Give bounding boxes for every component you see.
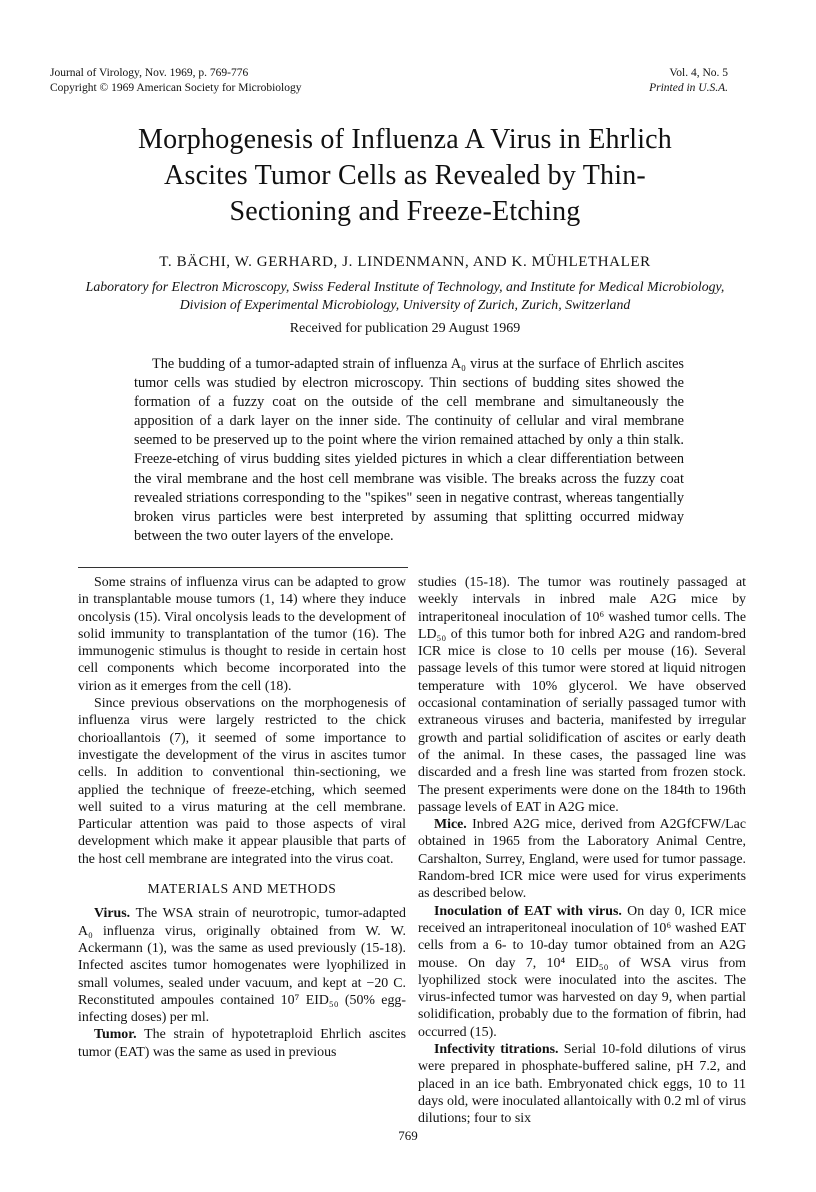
received-date: Received for publication 29 August 1969 bbox=[289, 321, 521, 336]
inoculation-run-in-heading: Inoculation of EAT with virus. bbox=[434, 903, 622, 919]
tumor-paragraph bbox=[78, 1026, 406, 1061]
page-number: 769 bbox=[398, 1128, 418, 1143]
copyright-notice: Copyright © 1969 American Society for Microbiology bbox=[50, 82, 302, 94]
right-column bbox=[418, 574, 746, 1128]
tumor-run-in-heading: Tumor. bbox=[94, 1027, 137, 1043]
printed-location: Printed in U.S.A. bbox=[649, 82, 728, 94]
virus-run-in-heading: Virus. bbox=[94, 906, 131, 922]
tumor-text: The strain of hypotetraploid Ehrlich ascites tumor (EAT) was the same as used in previous bbox=[78, 1027, 407, 1060]
intro-paragraph-1: Some strains of influenza virus can be adapted to grow in transplantable mouse tumors (1, 14) where they induce oncolysis (15). Viral oncolysis leads to the development of solid immunity to transplantation of the tumor (16). The immunogenic stimulus is thought to reside in certain host cell components which become incorporated into the virion as it emerges from the cell (18). bbox=[78, 575, 406, 694]
infectivity-paragraph bbox=[418, 1041, 746, 1127]
intro-paragraph-2: Since previous observations on the morphogenesis of influenza virus were largely restricted to the chick chorioallantois (7), it seemed of some importance to investigate the development of the virus in ascites tumor cells. In addition to conventional thin-sectioning, we applied the technique of freeze-etching, which seemed well suited to a virus maturing at the cell membrane. Particular attention was paid to those aspects of viral development which make it appear plausible that parts of the host cell membrane are integrated into the virus coat. bbox=[78, 696, 406, 867]
section-heading-methods: MATERIALS AND METHODS bbox=[147, 881, 337, 897]
journal-header-right bbox=[649, 66, 728, 96]
virus-paragraph bbox=[78, 905, 406, 1026]
mice-run-in-heading: Mice. bbox=[434, 817, 467, 833]
inoculation-text: On day 0, ICR mice received an intraperitoneal inoculation of 10⁶ washed EAT cells from a 6- to 10-day tumor obtained from an A2G mouse. On day 7, 10⁴ EID₅₀ of WSA virus from lyophilized stock were inoculated into the ascites. The virus-infected tumor was harvested on day 9, when partial solidification, probably due to the formation of fibrin, had occurred (15). bbox=[418, 903, 746, 1040]
title-line-3: Sectioning and Freeze-Etching bbox=[229, 196, 581, 227]
inoculation-paragraph bbox=[418, 903, 746, 1041]
virus-text: The WSA strain of neurotropic, tumor-adapted A₀ influenza virus, originally obtained from W. W. Ackermann (1), was the same as used previously (15-18). Infected ascites tumor homogenates were lyophilized in small volumes, sealed under vacuum, and kept at −20 C. Reconstituted ampoules contained 10⁷ EID₅₀ (50% egg-infecting doses) per ml. bbox=[78, 906, 406, 1026]
mice-text: Inbred A2G mice, derived from A2GfCFW/Lac obtained in 1965 from the Laboratory Animal Centre, Carshalton, Surrey, England, were used for tumor passage. Random-bred ICR mice were used for virus experiments as described below. bbox=[418, 817, 746, 902]
mice-paragraph bbox=[418, 816, 746, 902]
title-line-2: Ascites Tumor Cells as Revealed by Thin- bbox=[164, 160, 646, 191]
section-divider bbox=[78, 567, 408, 568]
title-line-1: Morphogenesis of Influenza A Virus in Ehrlich bbox=[137, 124, 673, 155]
journal-citation: Journal of Virology, Nov. 1969, p. 769-776 bbox=[50, 67, 249, 79]
left-column bbox=[78, 574, 406, 1061]
author-list: T. BÄCHI, W. GERHARD, J. LINDENMANN, AND K. MÜHLETHALER bbox=[159, 254, 651, 270]
abstract: The budding of a tumor-adapted strain of influenza A₀ virus at the surface of Ehrlich ascites tumor cells was studied by electron microscopy. Thin sections of budding sites showed the formation of a fuzzy coat on the outside of the cell membrane and simultaneously the apposition of a dark layer on the inner side. The continuity of cellular and viral membrane seemed to be preserved up to the point where the virion remained attached by only a thin stalk. Freeze-etching of virus budding sites yielded pictures in which a clear differentiation between the viral membrane and the host cell membrane was visible. The breaks across the fuzzy coat revealed striations corresponding to the "spikes" seen in negative contrast, whereas tangentially broken virus particles were best interpreted by assuming that splitting occurred midway between the two outer layers of the envelope. bbox=[134, 356, 684, 544]
journal-header-left bbox=[50, 66, 301, 96]
tumor-continued-paragraph: studies (15-18). The tumor was routinely passaged at weekly intervals in inbred male A2G mice by intraperitoneal inoculation of 10⁶ washed tumor cells. The LD₅₀ of this tumor both for inbred A2G and random-bred ICR mice is close to 10 cells per mouse (16). Several passage levels of this tumor were stored at liquid nitrogen temperature with 10% glycerol. We have observed occasional contamination of serially passaged tumor with extraneous viruses and bacteria, manifested by irregular growth and partial solidification of ascites or early death of the animal. In these cases, the passaged line was discarded and a fresh line was started from frozen stock. The present experiments were done on the 184th to 196th passage levels of EAT in A2G mice. bbox=[418, 575, 746, 815]
article-title bbox=[60, 122, 750, 230]
infectivity-run-in-heading: Infectivity titrations. bbox=[434, 1042, 559, 1058]
affiliation-line-2: Division of Experimental Microbiology, University of Zurich, Zurich, Switzerland bbox=[179, 297, 631, 312]
affiliation bbox=[40, 278, 770, 314]
volume-issue: Vol. 4, No. 5 bbox=[669, 67, 728, 79]
infectivity-text: Serial 10-fold dilutions of virus were prepared in phosphate-buffered saline, pH 7.2, and placed in an ice bath. Embryonated chick eggs, 10 to 11 days old, were inoculated allantoically with 0.2 ml of virus dilutions; four to six bbox=[418, 1042, 746, 1127]
affiliation-line-1: Laboratory for Electron Microscopy, Swiss Federal Institute of Technology, and Institute for Medical Microbiology, bbox=[85, 279, 725, 294]
